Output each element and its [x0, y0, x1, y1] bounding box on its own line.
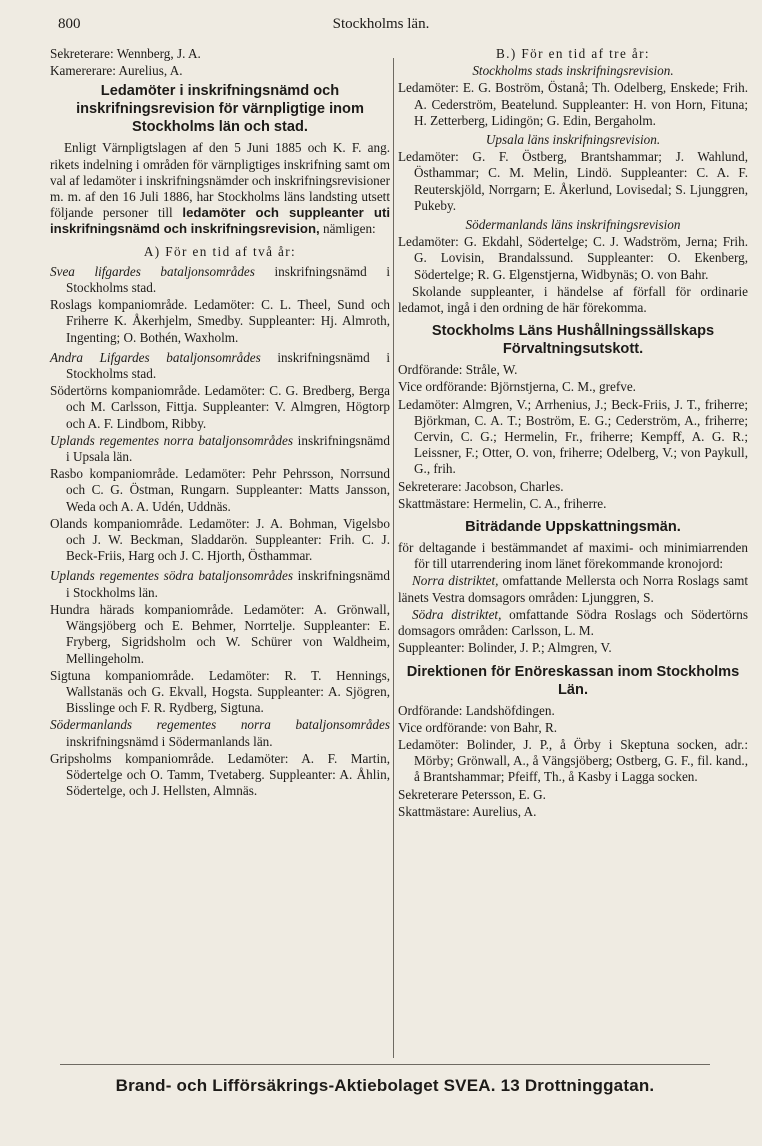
roslags-entry: Roslags kompaniområde. Ledamöter: C. L. Theel, Sund och Friherre K. Åkerhjelm, Smedby. Suppleanter: Hj. Almroth, Ingenting; O. Bothén, Waxholm. [50, 297, 390, 345]
sodra-distriktet-entry [398, 607, 748, 639]
suppleanter-line: Suppleanter: Bolinder, J. P.; Almgren, V. [398, 640, 612, 656]
ledamoter-line: Ledamöter: Almgren, V.; Arrhenius, J.; Beck-Friis, J. T., friherre; Björkman, C. A. T.; Boström, E. G.; Cederström, A., friherre; Cervin, C. G.; Hermelin, Fr., friherre; Kempff, A. G. R.; Leissner, F.; Otter, O. von, friherre; Odelberg, V.; von Paykull, G., frih. [398, 396, 748, 477]
olands-entry: Olands kompaniområde. Ledamöter: J. A. Bohman, Vigelsbo och J. W. Beckman, Sladdarön. Suppleanter: Frih. C. J. Beck-Friis, Harg och J. C. Hjorth, Östhammar. [50, 515, 390, 564]
ordforande-line: Ordförande: Stråle, W. [398, 362, 518, 378]
uplands-sodra-entry [50, 568, 390, 600]
sodra-distriktet-title: Södra distriktet, [412, 606, 502, 622]
sigtuna-entry: Sigtuna kompaniområde. Ledamöter: R. T. Hennings, Wallstanäs och G. Ekvall, Hogsta. Suppleanter: A. Sjögren, Bisslinge och F. R. Rydberg, Sigtuna. [50, 667, 390, 716]
stockholms-revision-entry: Ledamöter: E. G. Boström, Östanå; Th. Odelberg, Enskede; Frih. A. Cederström, Beatelund. Suppleanter: H. von Horn, Fituna; H. Zetterberg, Lidingön; G. Edin, Bergaholm. [398, 80, 748, 128]
column-divider [393, 58, 394, 1058]
uplands-norra-rest: inskrifningsnämd i Upsala län. [66, 432, 390, 465]
sekreterare-line: Sekreterare: Wennberg, J. A. [50, 46, 201, 61]
inskrifning-heading: Ledamöter i inskrifningsnämd och inskrifningsrevision för värnpligtige inom Stockholms län och stad. [76, 83, 364, 136]
sodermanlands-revision-entry: Ledamöter: G. Ekdahl, Södertelge; C. J. Wadström, Jerna; Frih. G. Lovisin, Brandalssund. Suppleanter: O. Ekenberg, Södertelge; R. G. Elgenstjerna, Widbynäs; O. von Bahr. [398, 234, 748, 282]
section-a-heading: A) För en tid af två år: [143, 243, 297, 259]
upsala-revision-entry: Ledamöter: G. F. Östberg, Brantshammar; J. Wahlund, Östhammar; C. M. Melin, Lindö. Suppleanter: C. A. F. Reuterskjöld, Norrgarn; E. Åkerlund, Lovisedal; S. Ljunggren, Pukeby. [398, 149, 748, 213]
enore-vice: Vice ordförande: von Bahr, R. [398, 719, 558, 735]
sodermanlands-revision-title: Södermanlands läns inskrifningsrevision [465, 217, 681, 233]
bitradande-heading: Biträdande Uppskattningsmän. [465, 519, 681, 536]
svea-title: Svea lifgardes bataljonsområdes [50, 263, 255, 279]
sodertorns-entry: Södertörns kompaniområde. Ledamöter: C. G. Bredberg, Berga och M. Carlsson, Fittja. Suppleanter: V. Almgren, Högtorp och A. F. Lindbom, Ribby. [50, 383, 390, 431]
sekreterare-right-line: Sekreterare: Jacobson, Charles. [398, 478, 564, 494]
norra-distriktet-rest: omfattande Mellersta och Norra Roslags samt länets Vestra domsagors områden: Ljunggren, S. [398, 573, 748, 605]
svea-entry [50, 264, 390, 296]
uplands-sodra-title: Uplands regementes södra bataljonsområdes [50, 568, 293, 584]
enoreskassan-heading: Direktionen för Enöreskassan inom Stockholms Län. [406, 663, 740, 698]
intro-paragraph [50, 140, 390, 237]
andra-title: Andra Lifgardes bataljonsområdes [50, 349, 261, 365]
enore-sekreterare: Sekreterare Petersson, E. G. [398, 786, 546, 802]
norra-distriktet-title: Norra distriktet, [412, 573, 499, 589]
vice-ordforande-line: Vice ordförande: Björnstjerna, C. M., grefve. [398, 379, 636, 395]
uplands-sodra-rest: inskrifningsnämd i Stockholms län. [66, 568, 390, 600]
stockholms-revision-title: Stockholms stads inskrifningsrevision. [472, 63, 674, 79]
enore-ordforande: Ordförande: Landshöfdingen. [398, 702, 555, 718]
footer-rule [60, 1064, 710, 1065]
skolande-note: Skolande suppleanter, i händelse af förfall för ordinarie ledamot, ingå i den ordning de här förekomma. [398, 283, 748, 316]
andra-rest: inskrifningsnämd i Stockholms stad. [66, 349, 390, 382]
uplands-norra-title: Uplands regementes norra bataljonsområdes [50, 432, 293, 448]
rasbo-entry: Rasbo kompaniområde. Ledamöter: Pehr Pehrsson, Norrsund och C. G. Östman, Rungarn. Suppleanter: Matts Jansson, Weda och A. A. Udén, Uddnäs. [50, 466, 390, 514]
footer-advertisement: Brand- och Lifförsäkrings-Aktiebolaget SVEA. 13 Drottninggatan. [115, 1076, 655, 1095]
sodermanlands-title: Södermanlands regementes norra bataljonsområdes [50, 717, 390, 733]
andra-entry [50, 350, 390, 382]
hundra-entry: Hundra härads kompaniområde. Ledamöter: A. Grönwall, Wängsjöberg och E. Behmer, Norrtelje. Suppleanter: E. Fryberg, Sigridsholm och W. Schürer von Waldheim, Mellingeholm. [50, 601, 390, 666]
running-title: Stockholms län. [332, 16, 430, 32]
intro-bold: ledamöter och suppleanter uti inskrifningsnämd och inskrifningsrevision, [50, 205, 391, 237]
hushallning-heading: Stockholms Läns Hushållningssällskaps Förvaltningsutskott. [431, 323, 715, 358]
sodra-distriktet-rest: omfattande Södra Roslags och Södertörns domsagors områden: Carlsson, L. M. [398, 606, 748, 639]
enore-skattmastare: Skattmästare: Aurelius, A. [398, 803, 537, 819]
uplands-norra-entry [50, 433, 390, 465]
gripsholms-entry: Gripsholms kompaniområde. Ledamöter: A. F. Martin, Södertelge och O. Tamm, Tvetaberg. Suppleanter: A. Åhlin, Södertelge, och J. Hellsten, Almnäs. [50, 750, 390, 799]
intro-text: Enligt Värnpligtslagen af den 5 Juni 1885 och K. F. ang. rikets indelning i områden för värnpligtiges inskrifning samt om val af ledamöter i inskrifningsnämder och inskrifningsrevisioner m. m. af den 16 Juli 1886, har Stockholms läns landsting utsett följande personer till [50, 140, 390, 221]
left-column [50, 46, 390, 800]
upsala-revision-title: Upsala läns inskrifningsrevision. [485, 132, 661, 148]
sodermanlands-entry [50, 717, 390, 749]
bitradande-intro: för deltagande i bestämmandet af maximi- och minimiarrenden för till utarrendering inom länet förekommande kronojord: [398, 540, 748, 572]
intro-end: nämligen: [319, 221, 376, 237]
skattmastare-line: Skattmästare: Hermelin, C. A., friherre. [398, 495, 607, 511]
enore-ledamoter: Ledamöter: Bolinder, J. P., å Örby i Skeptuna socken, adr.: Mörby; Grönwall, A., å Vängsjöberg; Ostberg, G. F., fil. kand., å Brantshammar; Pfeiff, Th., å Kasby i Lagga socken. [398, 736, 748, 785]
right-column [398, 46, 748, 821]
page-number: 800 [58, 16, 81, 32]
kamererare-line: Kamererare: Aurelius, A. [50, 63, 183, 79]
sodermanlands-rest: inskrifningsnämd i Södermanlands län. [66, 733, 273, 749]
norra-distriktet-entry [398, 573, 748, 605]
page-header [0, 16, 762, 36]
svea-rest: inskrifningsnämd i Stockholms stad. [66, 263, 390, 296]
section-b-heading: B.) För en tid af tre år: [495, 46, 651, 61]
